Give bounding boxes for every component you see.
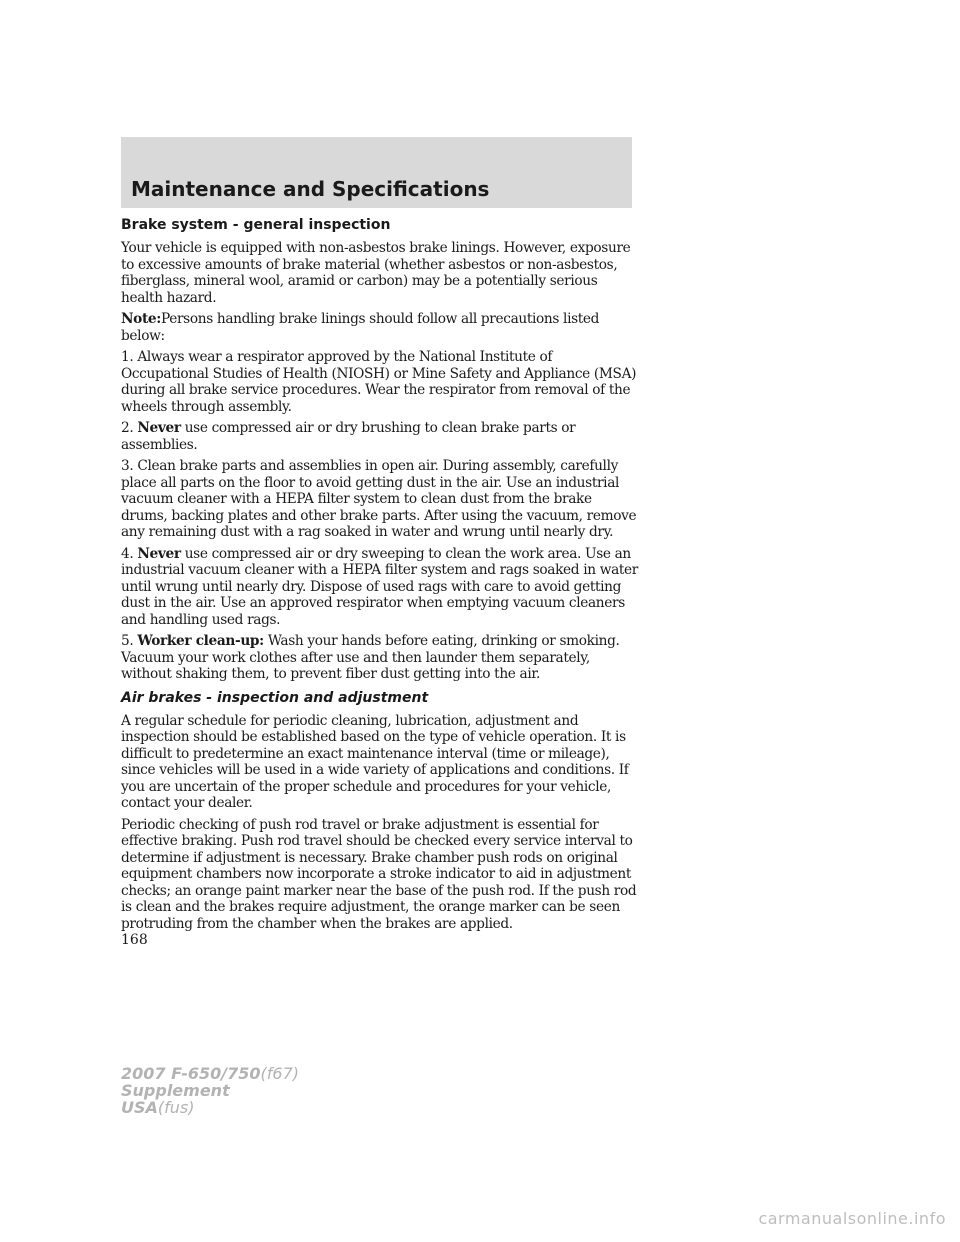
precaution-item-2 xyxy=(121,420,641,453)
footer-region-code: (fus) xyxy=(157,1098,195,1117)
precaution-lead: Never xyxy=(137,420,181,436)
precaution-text: Wash your hands before eating, drinking or smoking. Vacuum your work clothes after use and then launder them separately, without shaking them, to prevent fiber dust getting into the air. xyxy=(121,633,620,682)
precaution-number: 5. xyxy=(121,633,138,649)
footer-line-region xyxy=(121,1099,299,1116)
page-number: 168 xyxy=(121,932,148,948)
precaution-text: Clean brake parts and assemblies in open air. During assembly, carefully place all parts on the floor to avoid getting dust in the air. Use an industrial vacuum cleaner with a HEPA filter system to clean dust from the brake drums, backing plates and other brake parts. After using the vacuum, remove any remaining dust with a rag soaked in water and wrung until nearly dry. xyxy=(121,458,637,540)
precaution-item-3 xyxy=(121,458,641,541)
precaution-item-1 xyxy=(121,349,641,415)
page-content xyxy=(121,216,641,937)
footer-region: USA xyxy=(121,1098,158,1117)
precaution-lead: Worker clean-up: xyxy=(137,633,264,649)
footer-line-model xyxy=(121,1065,299,1082)
brake-inspection-intro: Your vehicle is equipped with non-asbestos brake linings. However, exposure to excessive amounts of brake material (whether asbestos or non-asbestos, fiberglass, mineral wool, aramid or carbon) may be a potentially serious health hazard. xyxy=(121,240,631,306)
air-brakes-paragraph-2: Periodic checking of push rod travel or brake adjustment is essential for effective braking. Push rod travel should be checked every service interval to determine if adjustment is necessary. Brake chamber push rods on original equipment chambers now incorporate a stroke indicator to aid in adjustment checks; an orange paint marker near the base of the push rod. If the push rod is clean and the brakes require adjustment, the orange marker can be seen protruding from the chamber when the brakes are applied. xyxy=(121,816,637,932)
precaution-number: 2. xyxy=(121,420,138,436)
section-header-bar xyxy=(121,137,632,208)
precaution-number: 1. xyxy=(121,349,138,365)
footer-model-code: (f67) xyxy=(260,1064,299,1083)
note-label: Note: xyxy=(121,311,161,327)
precaution-text: Always wear a respirator approved by the National Institute of Occupational Studies of Health (NIOSH) or Mine Safety and Appliance (MSA) during all brake service procedures. Wear the respirator from removal of the wheels through assembly. xyxy=(121,349,637,415)
air-brakes-paragraph-1: A regular schedule for periodic cleaning, lubrication, adjustment and inspection should be established based on the type of vehicle operation. It is difficult to predetermine an exact maintenance interval (time or mileage), since vehicles will be used in a wide variety of applications and conditions. If you are uncertain of the proper schedule and procedures for your vehicle, contact your dealer. xyxy=(121,712,629,811)
footer-supplement: Supplement xyxy=(121,1081,230,1100)
note-text: Persons handling brake linings should follow all precautions listed below: xyxy=(121,311,600,344)
watermark-text: carmanualsonline.info xyxy=(758,1209,946,1228)
footer-model: 2007 F-650/750 xyxy=(121,1064,261,1083)
precaution-text: use compressed air or dry brushing to clean brake parts or assemblies. xyxy=(121,420,576,453)
precaution-item-5 xyxy=(121,633,641,683)
section-header-title: Maintenance and Specifications xyxy=(131,177,490,201)
air-brakes-heading: Air brakes - inspection and adjustment xyxy=(121,689,429,706)
note-paragraph xyxy=(121,311,641,344)
precaution-text: use compressed air or dry sweeping to clean the work area. Use an industrial vacuum cleaner with a HEPA filter system and rags soaked in water until wrung until nearly dry. Dispose of used rags with care to avoid getting dust in the air. Use an approved respirator when emptying vacuum cleaners and handling used rags. xyxy=(121,545,638,628)
document-footer xyxy=(121,1065,299,1116)
precaution-number: 4. xyxy=(121,545,138,562)
precaution-number: 3. xyxy=(121,458,138,474)
precaution-item-4 xyxy=(121,546,641,629)
brake-inspection-heading: Brake system - general inspection xyxy=(121,217,391,233)
precaution-lead: Never xyxy=(137,545,181,562)
